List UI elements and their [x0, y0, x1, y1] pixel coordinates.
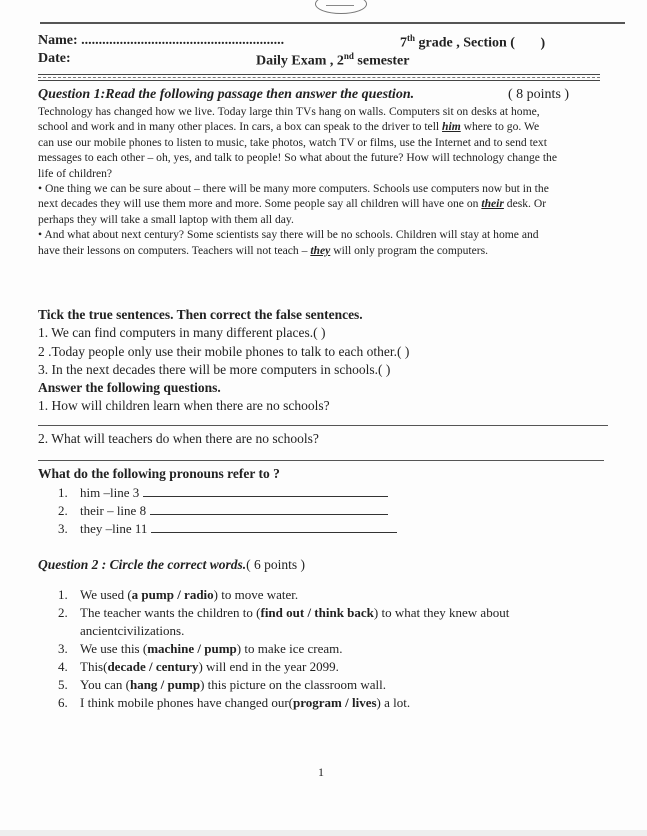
- p3-text-b: will only program the computers.: [330, 243, 489, 257]
- item-num: 6.: [58, 695, 68, 710]
- tick-item: 3. In the next decades there will be more computers in schools.( ): [38, 362, 391, 377]
- item-text: [80, 604, 603, 640]
- pronouns-title: What do the following pronouns refer to ?: [38, 466, 280, 481]
- pronoun-item: [58, 503, 388, 519]
- item-pre: We use this (: [80, 641, 148, 656]
- question2-header: [38, 557, 305, 573]
- pronoun-their: their: [481, 197, 504, 211]
- pronoun-num: 2.: [58, 503, 68, 518]
- grade-sup: th: [407, 33, 416, 43]
- item-text: [80, 658, 339, 676]
- grade-text: grade , Section (: [418, 35, 515, 51]
- item-text: [80, 676, 386, 694]
- page-number: 1: [318, 765, 324, 779]
- question2-title: Question 2 : Circle the correct words.: [38, 557, 247, 572]
- dashed-rule: [38, 77, 600, 78]
- item-choices: hang / pump: [129, 677, 201, 692]
- pronoun-text: their – line 8: [80, 503, 147, 518]
- answer-blank: [151, 522, 397, 533]
- item-post: ) to what they knew about ancientcivilizations.: [80, 605, 510, 638]
- item-num: 1.: [58, 587, 68, 602]
- question1-points: ( 8 points ): [508, 87, 570, 102]
- section-close: ): [540, 35, 546, 51]
- passage-paragraph-2: [38, 181, 558, 227]
- pronoun-him: him: [442, 120, 461, 134]
- tick-item: 2 .Today people only use their mobile phones to talk to each other.( ): [38, 344, 410, 359]
- question2-points: ( 6 points ): [246, 557, 305, 572]
- name-dots: ..........................................................: [81, 33, 285, 48]
- pronoun-text: they –line 11: [80, 521, 148, 536]
- item-post: ) this picture on the classroom wall.: [200, 677, 386, 692]
- passage-paragraph-1: [38, 104, 558, 181]
- pronoun-text: him –line 3: [80, 485, 140, 500]
- item-num: 4.: [58, 659, 68, 674]
- name-label: Name:: [38, 33, 78, 48]
- item-pre: I think mobile phones have changed our(: [80, 695, 293, 710]
- exam-info: [256, 51, 409, 70]
- item-num: 5.: [58, 677, 68, 692]
- circle-item: [58, 694, 603, 712]
- item-pre: The teacher wants the children to (: [80, 605, 261, 620]
- grade-section: [400, 33, 545, 52]
- p1-text-a: Technology has changed how we live. Today large thin TVs hang on walls. Computers sit on desks at home, school and work and in many other places. In cars, a box can speak to the driver to tell: [38, 105, 540, 134]
- school-logo-icon: [315, 0, 367, 14]
- item-pre: We used (: [80, 587, 132, 602]
- pronoun-they: they: [310, 243, 331, 257]
- page-edge: [0, 830, 647, 836]
- answer-question: 1. How will children learn when there are no schools?: [38, 398, 330, 413]
- exam-tail: semester: [357, 53, 410, 69]
- tick-title: Tick the true sentences. Then correct the false sentences.: [38, 307, 363, 322]
- pronoun-item: [58, 485, 388, 501]
- item-num: 3.: [58, 641, 68, 656]
- circle-words-list: [58, 586, 603, 712]
- p1-text-b: where to go. We can use our mobile phones to listen to music, take photos, watch TV or films, use the Internet and to send text messages to each other – oh, yes, and talk to people! So what about the future? How will technology change the life of children?: [38, 120, 557, 180]
- tick-item: 1. We can find computers in many different places.( ): [38, 325, 326, 340]
- answer-question: 2. What will teachers do when there are no schools?: [38, 431, 319, 446]
- passage-paragraph-3: [38, 227, 558, 258]
- answer-title: Answer the following questions.: [38, 380, 221, 395]
- name-field: [38, 33, 284, 49]
- exam-sup: nd: [343, 51, 354, 61]
- item-choices: find out / think back: [260, 605, 374, 620]
- exam-text: Daily Exam , 2: [256, 53, 344, 69]
- item-choices: decade / century: [107, 659, 199, 674]
- circle-item: [58, 604, 603, 640]
- item-post: ) to move water.: [213, 587, 299, 602]
- header-divider: [40, 22, 625, 24]
- grade-number: 7: [400, 35, 407, 51]
- reading-passage: [38, 104, 558, 258]
- answer-blank: [143, 486, 388, 497]
- item-text: [80, 640, 343, 658]
- p2-text-b: desk. Or perhaps they will take a small laptop with them all day.: [38, 197, 547, 226]
- item-post: ) will end in the year 2099.: [198, 659, 339, 674]
- pronoun-num: 1.: [58, 485, 68, 500]
- item-pre: This(: [80, 659, 108, 674]
- circle-item: [58, 586, 603, 604]
- answer-line: [38, 425, 608, 426]
- item-post: ) to make ice cream.: [236, 641, 343, 656]
- pronoun-num: 3.: [58, 521, 68, 536]
- item-choices: machine / pump: [147, 641, 237, 656]
- p3-text-a: • And what about next century? Some scientists say there will be no schools. Children will stay at home and have their lessons on computers. Teachers will not teach –: [38, 228, 539, 257]
- pronoun-item: [58, 521, 397, 537]
- date-label: Date:: [38, 51, 71, 66]
- item-post: ) a lot.: [376, 695, 411, 710]
- circle-item: [58, 640, 603, 658]
- item-num: 2.: [58, 605, 68, 620]
- question1-title: Question 1:Read the following passage then answer the question.: [38, 87, 415, 102]
- item-choices: a pump / radio: [131, 587, 214, 602]
- answer-line: [38, 460, 604, 461]
- item-text: [80, 586, 298, 604]
- p2-text-a: • One thing we can be sure about – there will be many more computers. Schools use computers now but in the next decades they will use them more and more. Some people say all children will have one on: [38, 182, 549, 211]
- circle-item: [58, 658, 603, 676]
- circle-item: [58, 676, 603, 694]
- item-choices: program / lives: [293, 695, 377, 710]
- item-text: [80, 694, 410, 712]
- answer-blank: [150, 504, 388, 515]
- item-pre: You can (: [80, 677, 130, 692]
